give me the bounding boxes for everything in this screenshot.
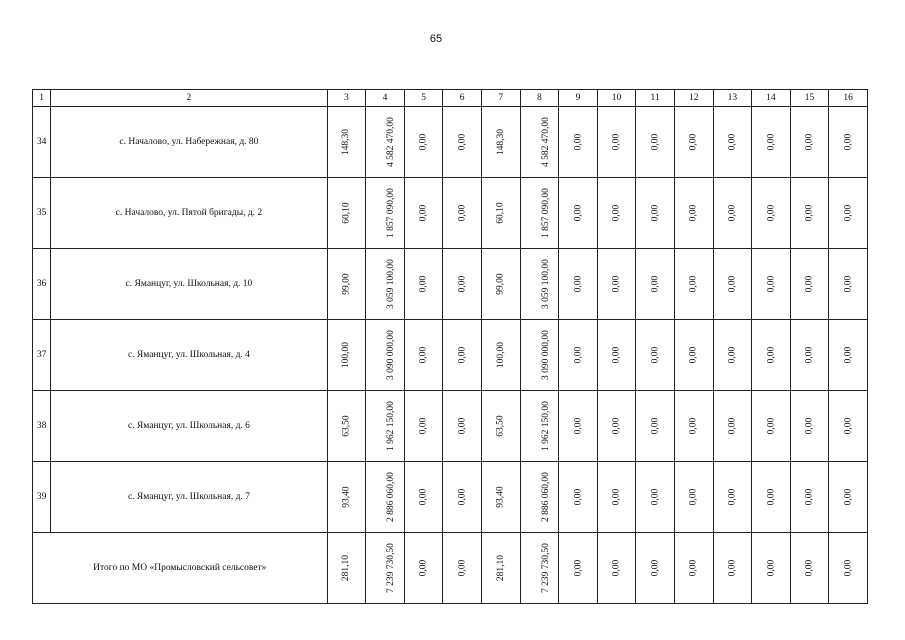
value-text: 0,00 xyxy=(611,559,622,577)
column-header-6: 6 xyxy=(443,90,482,107)
value-cell xyxy=(366,249,405,320)
value-text: 0,00 xyxy=(843,559,854,577)
page-number: 65 xyxy=(429,33,443,45)
value-cell xyxy=(520,462,559,533)
value-cell xyxy=(829,391,868,462)
value-cell xyxy=(790,178,829,249)
value-text: 0,00 xyxy=(765,346,776,364)
column-header-13: 13 xyxy=(713,90,752,107)
value-text: 0,00 xyxy=(843,488,854,506)
row-number: 34 xyxy=(33,107,51,178)
value-cell xyxy=(443,391,482,462)
column-header-1: 1 xyxy=(33,90,51,107)
value-cell xyxy=(443,178,482,249)
value-cell xyxy=(559,391,598,462)
value-text: 0,00 xyxy=(804,346,815,364)
value-text: 0,00 xyxy=(843,346,854,364)
value-text: 93,40 xyxy=(341,486,352,508)
value-text: 0,00 xyxy=(843,133,854,151)
value-text: 0,00 xyxy=(765,275,776,293)
value-text: 0,00 xyxy=(650,488,661,506)
value-cell xyxy=(713,178,752,249)
value-cell xyxy=(520,391,559,462)
address-cell: с. Яманцуг, ул. Школьная, д. 10 xyxy=(51,249,327,320)
column-header-4: 4 xyxy=(366,90,405,107)
table-row xyxy=(33,107,868,178)
value-text: 1 962 150,00 xyxy=(540,401,551,451)
value-text: 0,00 xyxy=(804,417,815,435)
value-text: 0,00 xyxy=(457,346,468,364)
table-row xyxy=(33,462,868,533)
column-header-8: 8 xyxy=(520,90,559,107)
value-text: 0,00 xyxy=(843,275,854,293)
column-header-12: 12 xyxy=(674,90,713,107)
value-text: 0,00 xyxy=(804,133,815,151)
value-cell xyxy=(636,320,675,391)
value-cell xyxy=(636,533,675,604)
value-text: 0,00 xyxy=(572,204,583,222)
value-cell xyxy=(404,462,443,533)
value-cell xyxy=(559,178,598,249)
value-text: 0,00 xyxy=(727,559,738,577)
value-cell xyxy=(829,178,868,249)
value-text: 0,00 xyxy=(727,417,738,435)
value-cell xyxy=(366,533,405,604)
value-cell xyxy=(327,533,366,604)
row-number: 39 xyxy=(33,462,51,533)
value-cell xyxy=(481,462,520,533)
value-cell xyxy=(674,107,713,178)
value-cell xyxy=(713,107,752,178)
value-cell xyxy=(790,107,829,178)
value-text: 0,00 xyxy=(650,559,661,577)
value-cell xyxy=(404,178,443,249)
value-cell xyxy=(443,462,482,533)
value-cell xyxy=(559,320,598,391)
value-cell xyxy=(674,462,713,533)
value-cell xyxy=(752,178,791,249)
value-text: 0,00 xyxy=(572,417,583,435)
column-header-16: 16 xyxy=(829,90,868,107)
value-text: 0,00 xyxy=(765,204,776,222)
value-text: 0,00 xyxy=(572,133,583,151)
value-text: 0,00 xyxy=(418,133,429,151)
value-cell xyxy=(520,107,559,178)
value-cell xyxy=(520,320,559,391)
value-cell xyxy=(443,533,482,604)
value-cell xyxy=(674,249,713,320)
value-cell xyxy=(636,391,675,462)
value-cell xyxy=(404,391,443,462)
value-text: 0,00 xyxy=(650,275,661,293)
value-text: 0,00 xyxy=(688,417,699,435)
value-cell xyxy=(597,249,636,320)
value-text: 0,00 xyxy=(843,204,854,222)
value-text: 63,50 xyxy=(341,415,352,437)
value-cell xyxy=(674,533,713,604)
value-text: 3 059 100,00 xyxy=(386,259,397,309)
row-number: 37 xyxy=(33,320,51,391)
value-text: 0,00 xyxy=(611,488,622,506)
value-cell xyxy=(327,320,366,391)
value-text: 0,00 xyxy=(611,275,622,293)
value-text: 63,50 xyxy=(495,415,506,437)
value-text: 0,00 xyxy=(611,417,622,435)
value-cell xyxy=(713,320,752,391)
value-cell xyxy=(829,249,868,320)
row-number: 35 xyxy=(33,178,51,249)
value-text: 0,00 xyxy=(804,275,815,293)
value-text: 281,10 xyxy=(341,554,352,582)
value-cell xyxy=(790,391,829,462)
column-header-10: 10 xyxy=(597,90,636,107)
value-text: 0,00 xyxy=(457,488,468,506)
value-text: 0,00 xyxy=(688,488,699,506)
value-text: 0,00 xyxy=(457,417,468,435)
value-text: 0,00 xyxy=(457,559,468,577)
value-cell xyxy=(559,107,598,178)
value-cell xyxy=(713,533,752,604)
value-cell xyxy=(404,320,443,391)
value-text: 0,00 xyxy=(727,204,738,222)
value-cell xyxy=(752,533,791,604)
value-text: 3 090 000,00 xyxy=(540,330,551,380)
value-cell xyxy=(597,391,636,462)
value-cell xyxy=(443,249,482,320)
value-text: 0,00 xyxy=(765,417,776,435)
value-cell xyxy=(327,249,366,320)
value-text: 0,00 xyxy=(650,346,661,364)
row-number: 36 xyxy=(33,249,51,320)
value-cell xyxy=(597,533,636,604)
value-cell xyxy=(636,462,675,533)
value-cell xyxy=(790,533,829,604)
value-cell xyxy=(520,533,559,604)
value-text: 3 090 000,00 xyxy=(386,330,397,380)
value-cell xyxy=(752,249,791,320)
address-cell: с. Началово, ул. Пятой бригады, д. 2 xyxy=(51,178,327,249)
value-text: 0,00 xyxy=(418,559,429,577)
value-text: 0,00 xyxy=(765,133,776,151)
address-cell: с. Яманцуг, ул. Школьная, д. 7 xyxy=(51,462,327,533)
address-cell: с. Яманцуг, ул. Школьная, д. 6 xyxy=(51,391,327,462)
value-cell xyxy=(366,107,405,178)
value-text: 0,00 xyxy=(727,133,738,151)
value-text: 0,00 xyxy=(804,559,815,577)
value-cell xyxy=(636,249,675,320)
value-cell xyxy=(404,107,443,178)
value-cell xyxy=(829,107,868,178)
address-cell: с. Началово, ул. Набережная, д. 80 xyxy=(51,107,327,178)
value-cell xyxy=(327,107,366,178)
value-text: 0,00 xyxy=(688,559,699,577)
table-row xyxy=(33,178,868,249)
value-cell xyxy=(752,462,791,533)
value-text: 4 582 470,00 xyxy=(386,117,397,167)
value-cell xyxy=(366,320,405,391)
value-cell xyxy=(520,249,559,320)
column-header-3: 3 xyxy=(327,90,366,107)
value-text: 0,00 xyxy=(418,346,429,364)
value-text: 0,00 xyxy=(765,488,776,506)
value-cell xyxy=(597,178,636,249)
value-text: 1 857 090,00 xyxy=(540,188,551,238)
value-text: 99,00 xyxy=(495,273,506,295)
value-cell xyxy=(674,391,713,462)
value-text: 3 059 100,00 xyxy=(540,259,551,309)
value-cell xyxy=(829,533,868,604)
table-row xyxy=(33,249,868,320)
value-cell xyxy=(559,462,598,533)
value-cell xyxy=(752,107,791,178)
value-text: 0,00 xyxy=(457,204,468,222)
value-cell xyxy=(559,533,598,604)
total-label: Итого по МО «Промысловский сельсовет» xyxy=(33,533,328,604)
table-row xyxy=(33,320,868,391)
value-text: 0,00 xyxy=(727,346,738,364)
value-text: 0,00 xyxy=(650,133,661,151)
value-cell xyxy=(713,249,752,320)
value-cell xyxy=(674,320,713,391)
value-cell xyxy=(366,462,405,533)
value-cell xyxy=(481,391,520,462)
value-cell xyxy=(674,178,713,249)
value-text: 0,00 xyxy=(418,204,429,222)
value-text: 0,00 xyxy=(572,275,583,293)
value-cell xyxy=(790,249,829,320)
column-header-5: 5 xyxy=(404,90,443,107)
value-text: 60,10 xyxy=(341,202,352,224)
column-header-9: 9 xyxy=(559,90,598,107)
value-text: 93,40 xyxy=(495,486,506,508)
value-text: 0,00 xyxy=(804,204,815,222)
value-text: 148,30 xyxy=(341,128,352,156)
row-number: 38 xyxy=(33,391,51,462)
value-text: 0,00 xyxy=(572,488,583,506)
value-text: 0,00 xyxy=(572,346,583,364)
value-text: 281,10 xyxy=(495,554,506,582)
table-row xyxy=(33,391,868,462)
value-cell xyxy=(829,462,868,533)
value-text: 0,00 xyxy=(688,133,699,151)
value-text: 60,10 xyxy=(495,202,506,224)
value-text: 1 857 090,00 xyxy=(386,188,397,238)
value-cell xyxy=(559,249,598,320)
value-text: 2 886 060,00 xyxy=(540,472,551,522)
value-cell xyxy=(481,249,520,320)
value-text: 100,00 xyxy=(495,341,506,369)
value-cell xyxy=(597,462,636,533)
total-row xyxy=(33,533,868,604)
value-cell xyxy=(790,320,829,391)
column-header-15: 15 xyxy=(790,90,829,107)
value-text: 0,00 xyxy=(572,559,583,577)
value-text: 0,00 xyxy=(418,417,429,435)
value-cell xyxy=(481,107,520,178)
address-cell: с. Яманцуг, ул. Школьная, д. 4 xyxy=(51,320,327,391)
value-text: 0,00 xyxy=(650,204,661,222)
value-text: 0,00 xyxy=(688,346,699,364)
value-cell xyxy=(597,107,636,178)
value-text: 0,00 xyxy=(418,488,429,506)
column-header-11: 11 xyxy=(636,90,675,107)
value-cell xyxy=(597,320,636,391)
value-text: 2 886 060,00 xyxy=(386,472,397,522)
value-text: 0,00 xyxy=(688,204,699,222)
value-text: 0,00 xyxy=(843,417,854,435)
table-body xyxy=(33,90,868,604)
value-text: 7 239 730,50 xyxy=(386,543,397,593)
value-text: 148,30 xyxy=(495,128,506,156)
value-text: 0,00 xyxy=(727,275,738,293)
value-cell xyxy=(752,391,791,462)
value-cell xyxy=(443,320,482,391)
value-text: 0,00 xyxy=(418,275,429,293)
value-cell xyxy=(636,107,675,178)
value-text: 0,00 xyxy=(611,133,622,151)
value-cell xyxy=(327,178,366,249)
value-cell xyxy=(520,178,559,249)
value-cell xyxy=(366,178,405,249)
value-cell xyxy=(481,178,520,249)
value-cell xyxy=(404,249,443,320)
value-text: 0,00 xyxy=(765,559,776,577)
value-text: 0,00 xyxy=(727,488,738,506)
value-cell xyxy=(366,391,405,462)
value-text: 0,00 xyxy=(457,133,468,151)
value-cell xyxy=(636,178,675,249)
value-text: 4 582 470,00 xyxy=(540,117,551,167)
value-text: 1 962 150,00 xyxy=(386,401,397,451)
value-text: 0,00 xyxy=(611,346,622,364)
value-cell xyxy=(481,320,520,391)
column-header-14: 14 xyxy=(752,90,791,107)
value-cell xyxy=(327,391,366,462)
data-table xyxy=(32,89,868,604)
value-text: 0,00 xyxy=(650,417,661,435)
value-cell xyxy=(404,533,443,604)
value-text: 100,00 xyxy=(341,341,352,369)
column-header-7: 7 xyxy=(481,90,520,107)
value-text: 0,00 xyxy=(457,275,468,293)
value-cell xyxy=(829,320,868,391)
value-text: 0,00 xyxy=(804,488,815,506)
value-cell xyxy=(713,462,752,533)
value-cell xyxy=(713,391,752,462)
value-text: 99,00 xyxy=(341,273,352,295)
value-cell xyxy=(443,107,482,178)
value-text: 7 239 730,50 xyxy=(540,543,551,593)
value-text: 0,00 xyxy=(688,275,699,293)
value-cell xyxy=(752,320,791,391)
value-cell xyxy=(327,462,366,533)
value-cell xyxy=(790,462,829,533)
column-header-2: 2 xyxy=(51,90,327,107)
table-header-row xyxy=(33,90,868,107)
value-cell xyxy=(481,533,520,604)
value-text: 0,00 xyxy=(611,204,622,222)
